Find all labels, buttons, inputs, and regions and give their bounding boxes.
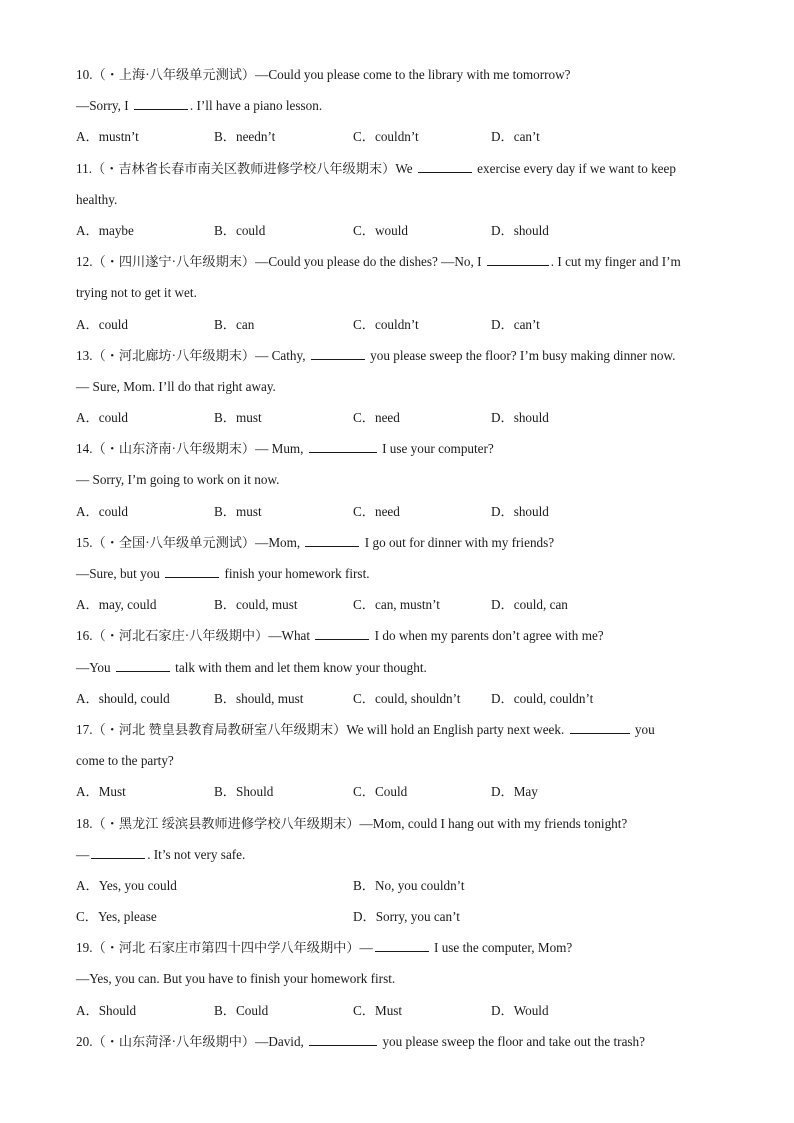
question-number: 20 [76, 1033, 90, 1049]
answer-blank [116, 659, 170, 672]
question-text: . I cut my finger and I’m [550, 254, 681, 270]
question-11-line2 [76, 189, 726, 220]
answer-blank [315, 627, 369, 640]
question-source: （・黑龙江 绥滨县教师进修学校八年级期末） [92, 815, 360, 831]
question-18-line2 [76, 844, 726, 875]
question-18-options-row2 [76, 906, 726, 937]
answer-blank [134, 97, 188, 110]
option-c: C．need [353, 410, 400, 426]
question-text: —Yes, you can. But you have to finish your homework first. [76, 971, 396, 987]
question-number: 16 [76, 628, 90, 644]
answer-blank [91, 846, 145, 859]
option-b: B．Could [214, 1002, 269, 1018]
option-a: A．maybe [76, 222, 134, 238]
question-text: exercise every day if we want to keep [473, 160, 676, 176]
option-b: B．must [214, 503, 262, 519]
question-source: （・河北石家庄·八年级期中） [92, 628, 269, 644]
option-a: A．Yes, you could [76, 877, 177, 893]
option-b: B．could [214, 222, 266, 238]
question-text: trying not to get it wet. [76, 285, 197, 301]
question-13-options [76, 407, 726, 438]
question-number: 11 [76, 160, 89, 176]
question-text: —Sorry, I [76, 98, 132, 114]
question-source: （・河北廊坊·八年级期末） [92, 347, 256, 363]
option-b: B．Should [214, 784, 274, 800]
option-a: A．could [76, 316, 129, 332]
option-a: A．should, could [76, 690, 170, 706]
question-text: — Cathy, [255, 347, 309, 363]
question-16-line2 [76, 657, 726, 688]
option-d: D．can’t [491, 316, 540, 332]
question-number: 13 [76, 347, 90, 363]
question-text: We will hold an English party next week. [346, 721, 568, 737]
option-a: A．mustn’t [76, 129, 139, 145]
question-source: （・吉林省长春市南关区教师进修学校八年级期末） [92, 160, 396, 176]
option-b: B．can [214, 316, 255, 332]
question-text: We [395, 160, 416, 176]
answer-blank [165, 565, 219, 578]
question-14-stem: 14.（・山东济南·八年级期末）— Mum, I use your computer? [76, 441, 494, 457]
option-a: A．may, could [76, 597, 157, 613]
option-c: C．need [353, 503, 400, 519]
answer-blank [418, 160, 472, 173]
option-b: B．needn’t [214, 129, 276, 145]
question-number: 14 [76, 441, 90, 457]
question-16-options [76, 688, 726, 719]
answer-blank [570, 721, 630, 734]
question-text: —Mom, could I hang out with my friends tonight? [359, 815, 628, 831]
question-13-line2 [76, 376, 726, 407]
answer-blank [375, 939, 429, 952]
question-text: — Sorry, I’m going to work on it now. [76, 472, 280, 488]
question-text: — [359, 940, 373, 956]
question-text: you [631, 721, 655, 737]
question-19-stem: 19.（・河北 石家庄市第四十四中学八年级期中）— I use the computer, Mom? [76, 940, 573, 956]
question-text: I use your computer? [378, 441, 494, 457]
question-17-options [76, 781, 726, 812]
question-15-stem: 15.（・全国·八年级单元测试）—Mom, I go out for dinner with my friends? [76, 534, 555, 550]
question-number: 15 [76, 534, 90, 550]
question-source: （・山东济南·八年级期末） [92, 441, 256, 457]
question-11-stem: 11.（・吉林省长春市南关区教师进修学校八年级期末）We exercise every day if we want to keep [76, 160, 676, 176]
question-text: —Mom, [255, 534, 304, 550]
question-text: —Could you please do the dishes? —No, I [255, 254, 485, 270]
option-d: D．should [491, 222, 549, 238]
question-text: —Could you please come to the library with me tomorrow? [255, 67, 571, 82]
question-14-line2 [76, 469, 726, 500]
question-source: （・上海·八年级单元测试） [92, 67, 256, 82]
question-text: you please sweep the floor? I’m busy making dinner now. [366, 347, 676, 363]
option-c: C．could, shouldn’t [353, 690, 461, 706]
question-11-options [76, 220, 726, 251]
question-text: . It’s not very safe. [147, 846, 246, 862]
question-20-stem: 20.（・山东菏泽·八年级期中）—David, you please sweep the floor and take out the trash? [76, 1033, 645, 1049]
option-b: B．must [214, 410, 262, 426]
question-text: I use the computer, Mom? [430, 940, 573, 956]
question-text: . I’ll have a piano lesson. [189, 98, 323, 114]
question-text: —What [268, 628, 314, 644]
option-b: B．could, must [214, 597, 298, 613]
question-source: （・河北 赞皇县教育局教研室八年级期末） [92, 721, 347, 737]
question-text: —Sure, but you [76, 566, 164, 581]
question-number: 18 [76, 815, 90, 831]
question-text: — [76, 846, 90, 862]
question-13-stem: 13.（・河北廊坊·八年级期末）— Cathy, you please sweep the floor? I’m busy making dinner now. [76, 347, 676, 363]
question-12-line2 [76, 282, 726, 313]
question-text: come to the party? [76, 753, 174, 769]
question-18-stem: 18.（・黑龙江 绥滨县教师进修学校八年级期末）—Mom, could I hang out with my friends tonight? [76, 815, 628, 831]
option-b: B．should, must [214, 690, 304, 706]
question-page [76, 64, 726, 1062]
answer-blank [309, 1033, 377, 1046]
question-source: （・四川遂宁·八年级期末） [92, 254, 256, 270]
answer-blank [487, 253, 549, 266]
question-19-options [76, 1000, 726, 1031]
question-10-stem: 10.（・上海·八年级单元测试）—Could you please come to the library with me tomorrow? [76, 67, 571, 82]
option-d: D．should [491, 503, 549, 519]
question-17-stem: 17.（・河北 赞皇县教育局教研室八年级期末）We will hold an English party next week. you [76, 721, 655, 737]
option-d: D．May [491, 784, 538, 800]
question-10-options [76, 126, 726, 157]
option-c: C．Could [353, 784, 408, 800]
option-c: C．couldn’t [353, 316, 419, 332]
question-source: （・河北 石家庄市第四十四中学八年级期中） [92, 940, 360, 956]
option-c: C．can, mustn’t [353, 597, 440, 613]
answer-blank [309, 440, 377, 453]
question-text: —You [76, 659, 114, 675]
question-number: 10 [76, 67, 90, 82]
option-c: C．Yes, please [76, 909, 157, 925]
question-text: healthy. [76, 191, 118, 207]
question-text: —David, [255, 1033, 308, 1049]
question-text: I do when my parents don’t agree with me? [371, 628, 604, 644]
option-b: B．No, you couldn’t [353, 877, 465, 893]
question-15-options [76, 594, 726, 625]
question-12-stem: 12.（・四川遂宁·八年级期末）—Could you please do the dishes? —No, I . I cut my finger and I’m [76, 254, 681, 270]
question-number: 19 [76, 940, 90, 956]
question-text: I go out for dinner with my friends? [361, 534, 555, 550]
question-14-options [76, 501, 726, 532]
question-18-options-row1 [76, 875, 726, 906]
question-text: talk with them and let them know your thought. [171, 659, 427, 675]
answer-blank [305, 534, 359, 547]
question-number: 12 [76, 254, 90, 270]
option-a: A．could [76, 410, 129, 426]
option-c: C．couldn’t [353, 129, 419, 145]
question-source: （・山东菏泽·八年级期中） [92, 1033, 256, 1049]
question-19-line2 [76, 968, 726, 999]
question-15-line2 [76, 563, 726, 594]
question-17-line2 [76, 750, 726, 781]
question-text: finish your homework first. [221, 566, 370, 581]
option-d: D．could, can [491, 597, 568, 613]
option-c: C．would [353, 222, 408, 238]
question-10-line2 [76, 95, 726, 126]
option-d: D．can’t [491, 129, 540, 145]
option-a: A．could [76, 503, 129, 519]
option-d: D．should [491, 410, 549, 426]
question-text: — Mum, [255, 441, 307, 457]
option-a: A．Should [76, 1002, 137, 1018]
question-text: — Sure, Mom. I’ll do that right away. [76, 378, 276, 394]
question-16-stem: 16.（・河北石家庄·八年级期中）—What I do when my parents don’t agree with me? [76, 628, 604, 644]
question-number: 17 [76, 721, 90, 737]
option-a: A．Must [76, 784, 126, 800]
option-c: C．Must [353, 1002, 403, 1018]
answer-blank [311, 347, 365, 360]
question-text: you please sweep the floor and take out the trash? [379, 1033, 645, 1049]
question-12-options [76, 314, 726, 345]
option-d: D．Would [491, 1002, 549, 1018]
option-d: D．could, couldn’t [491, 690, 594, 706]
option-d: D．Sorry, you can’t [353, 909, 460, 925]
question-source: （・全国·八年级单元测试） [92, 534, 256, 550]
